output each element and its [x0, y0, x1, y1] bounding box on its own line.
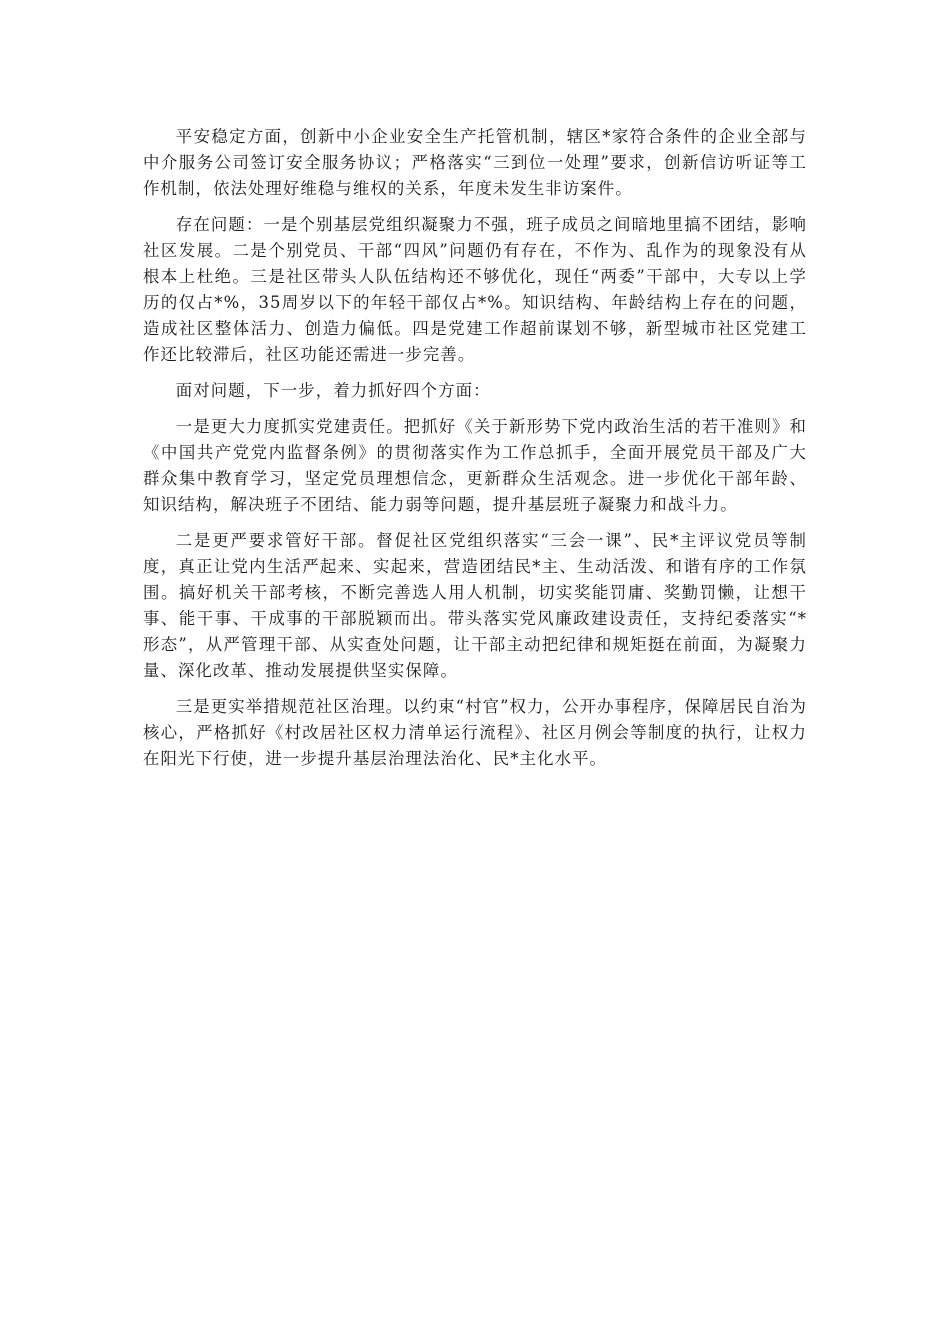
- paragraph-manage-cadres: 二是更严要求管好干部。督促社区党组织落实“三会一课”、民*主评议党员等制度，真正让党内生活严起来、实起来，营造团结民*主、生动活泼、和谐有序的工作氛围。搞好机关干部考核，不断完善选人用人机制，切实奖能罚庸、奖勤罚懒，让想干事、能干事、干成事的干部脱颖而出。带头落实党风廉政建设责任，支持纪委落实“*形态”，从严管理干部、从实查处问题，让干部主动把纪律和规矩挺在前面，为凝聚力量、深化改革、推动发展提供坚实保障。: [143, 531, 807, 680]
- paragraph-community-governance: 三是更实举措规范社区治理。以约束“村官”权力，公开办事程序，保障居民自治为核心，严格抓好《村改居社区权力清单运行流程》、社区月例会等制度的执行，让权力在阳光下行使，进一步提升基层治理法治化、民*主化水平。: [143, 697, 807, 768]
- paragraph-party-responsibility: 一是更大力度抓实党建责任。把抓好《关于新形势下党内政治生活的若干准则》和《中国共产党党内监督条例》的贯彻落实作为工作总抓手，全面开展党员干部及广大群众集中教育学习，坚定党员理想信念，更新群众生活观念。进一步优化干部年龄、知识结构，解决班子不团结、能力弱等问题，提升基层班子凝聚力和战斗力。: [143, 417, 807, 514]
- paragraph-next-steps-intro: 面对问题，下一步，着力抓好四个方面：: [175, 381, 491, 400]
- paragraph-safety-stability: 平安稳定方面，创新中小企业安全生产托管机制，辖区*家符合条件的企业全部与中介服务公司签订安全服务协议；严格落实“三到位一处理”要求，创新信访听证等工作机制，依法处理好维稳与维权的关系，年度未发生非访案件。: [143, 127, 807, 198]
- paragraph-existing-problems: 存在问题：一是个别基层党组织凝聚力不强，班子成员之间暗地里搞不团结，影响社区发展。二是个别党员、干部“四风”问题仍有存在，不作为、乱作为的现象没有从根本上杜绝。三是社区带头人队伍结构还不够优化，现任“两委”干部中，大专以上学历的仅占*%，35周岁以下的年轻干部仅占*%。知识结构、年龄结构上存在的问题，造成社区整体活力、创造力偏低。四是党建工作超前谋划不够，新型城市社区党建工作还比较滞后，社区功能还需进一步完善。: [143, 215, 807, 364]
- document-body: [143, 124, 807, 782]
